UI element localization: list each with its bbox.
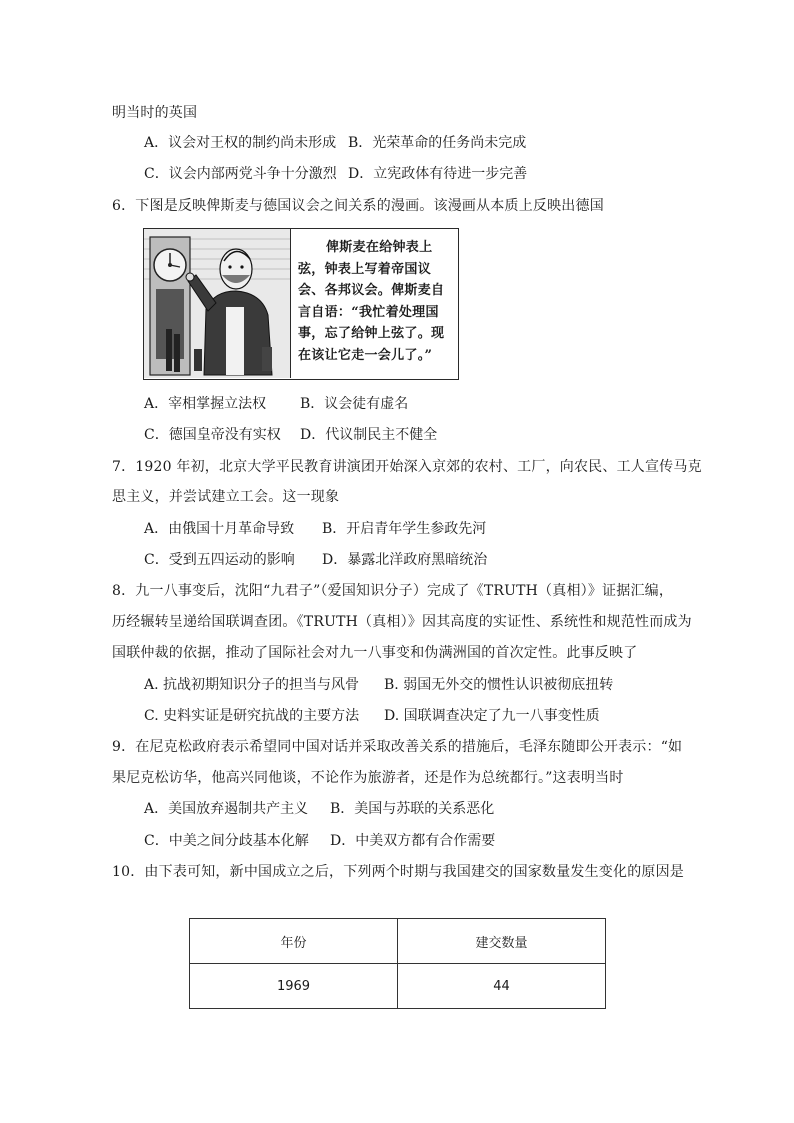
- q8-stem-line2: 历经辗转呈递给国联调查团。《TRUTH（真相）》因其高度的实证性、系统性和规范性而成为: [112, 614, 692, 630]
- table-cell-count: 44: [398, 964, 606, 1009]
- q9-option-b: B．美国与苏联的关系恶化: [330, 801, 495, 817]
- q5-option-b: B．光荣革命的任务尚未完成: [348, 135, 527, 151]
- table-header-count: 建交数量: [398, 919, 606, 964]
- bismarck-cartoon: [143, 228, 459, 380]
- table-header-year: 年份: [190, 919, 398, 964]
- caption-line: 在该让它走一会儿了。”: [298, 347, 433, 363]
- q9-stem-line1: 9．在尼克松政府表示希望同中国对话并采取改善关系的措施后，毛泽东随即公开表示：“如: [112, 739, 683, 755]
- table-header-row: [190, 919, 606, 964]
- q5-stem-tail: 明当时的英国: [112, 105, 198, 121]
- q7-option-b: B．开启青年学生参政先河: [322, 521, 487, 537]
- q6-option-c: C．德国皇帝没有实权: [144, 427, 281, 443]
- q5-option-a: A．议会对王权的制约尚未形成: [144, 135, 337, 151]
- q7-option-d: D．暴露北洋政府黑暗统治: [322, 552, 488, 568]
- q9-stem-line2: 果尼克松访华，他高兴同他谈，不论作为旅游者，还是作为总统都行。”这表明当时: [112, 770, 624, 786]
- diplomatic-relations-table: [189, 918, 606, 1009]
- q8-stem-line3: 国联仲裁的依据，推动了国际社会对九一八事变和伪满洲国的首次定性。此事反映了: [112, 645, 638, 661]
- q6-option-d: D．代议制民主不健全: [300, 427, 438, 443]
- q9-option-c: C．中美之间分歧基本化解: [144, 833, 309, 849]
- table-row: [190, 964, 606, 1009]
- q8-option-c: C. 史料实证是研究抗战的主要方法: [144, 708, 360, 724]
- caption-line: 言自语：“我忙着处理国: [298, 304, 439, 320]
- caption-line: 弦，钟表上写着帝国议: [298, 261, 432, 277]
- q10-stem: 10．由下表可知，新中国成立之后，下列两个时期与我国建交的国家数量发生变化的原因是: [112, 864, 685, 880]
- q7-option-c: C．受到五四运动的影响: [144, 552, 295, 568]
- table-cell-year: 1969: [190, 964, 398, 1009]
- q6-stem: 6．下图是反映俾斯麦与德国议会之间关系的漫画。该漫画从本质上反映出德国: [112, 198, 604, 214]
- q7-stem-line2: 思主义，并尝试建立工会。这一现象: [112, 489, 340, 505]
- caption-line: 会、各邦议会。俾斯麦自: [298, 283, 445, 298]
- caption-line: 事，忘了给钟上弦了。现: [298, 326, 445, 341]
- q8-option-a: A. 抗战初期知识分子的担当与风骨: [144, 677, 360, 693]
- q8-stem-line1: 8．九一八事变后，沈阳“九君子”（爱国知识分子）完成了《TRUTH（真相）》证据汇编，: [112, 583, 674, 599]
- q8-option-d: D. 国联调查决定了九一八事变性质: [384, 708, 600, 724]
- bismarck-clock-illustration: [144, 229, 291, 378]
- cartoon-caption: [298, 237, 454, 366]
- q6-option-a: A．宰相掌握立法权: [144, 396, 267, 412]
- q5-option-c: C．议会内部两党斗争十分激烈: [144, 166, 337, 182]
- q7-stem-line1: 7．1920 年初，北京大学平民教育讲演团开始深入京郊的农村、工厂，向农民、工人宣传马克: [112, 459, 702, 475]
- q9-option-d: D．中美双方都有合作需要: [330, 833, 496, 849]
- q5-option-d: D．立宪政体有待进一步完善: [348, 166, 528, 182]
- q7-option-a: A．由俄国十月革命导致: [144, 521, 295, 537]
- q6-option-b: B．议会徒有虚名: [300, 396, 409, 412]
- q9-option-a: A．美国放弃遏制共产主义: [144, 801, 309, 817]
- q8-option-b: B. 弱国无外交的惯性认识被彻底扭转: [384, 677, 614, 693]
- caption-line: 俾斯麦在给钟表上: [326, 240, 433, 255]
